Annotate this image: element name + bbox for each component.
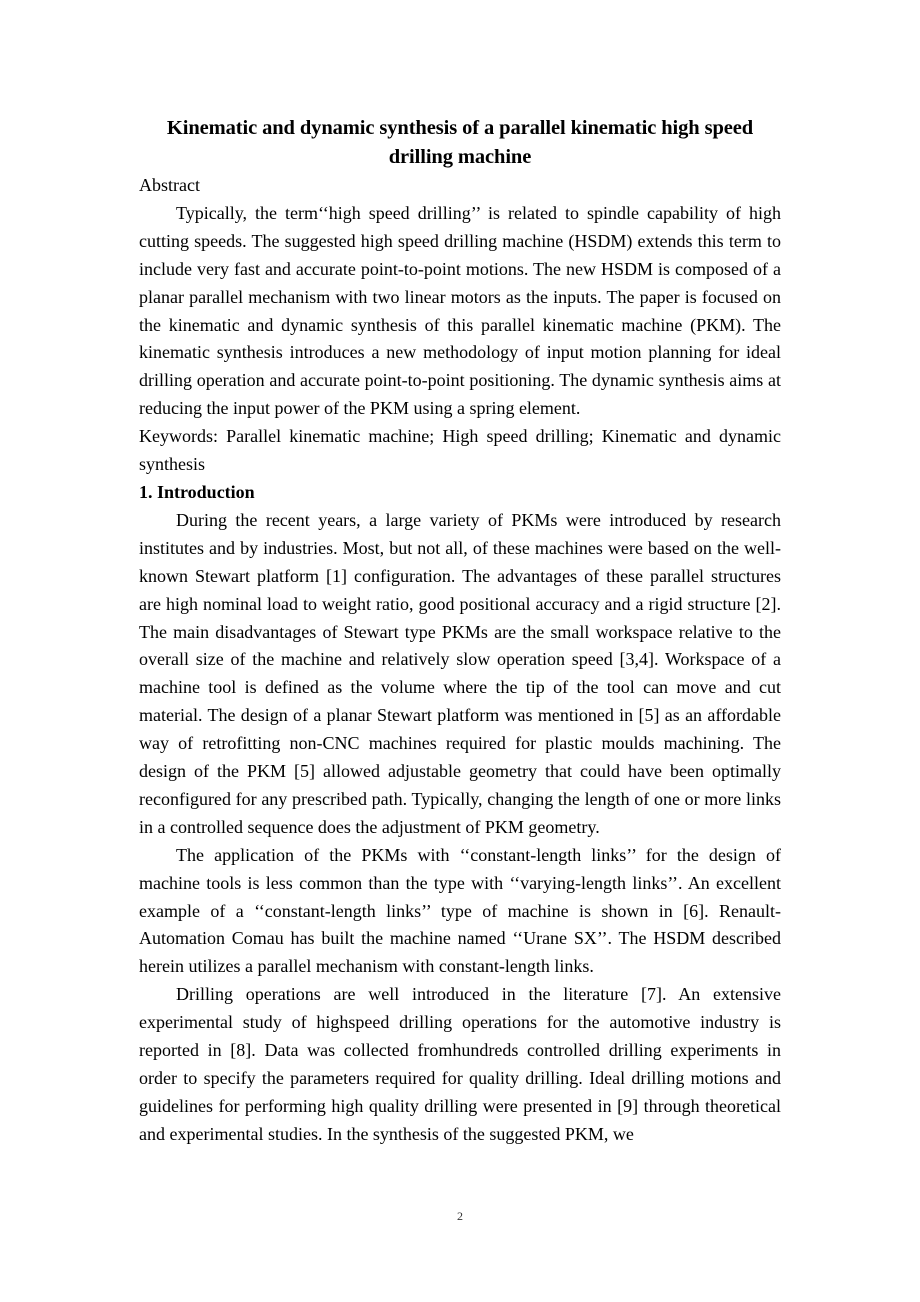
abstract-label: Abstract [139, 175, 200, 195]
document-body [139, 114, 781, 1149]
abstract-text: Typically, the term‘‘high speed drilling’’ is related to spindle capability of high cutting speeds. The suggested high speed drilling machine (HSDM) extends this term to include very fast and accurate point-to-point motions. The new HSDM is composed of a planar parallel mechanism with two linear motors as the inputs. The paper is focused on the kinematic and dynamic synthesis of this parallel kinematic machine (PKM). The kinematic synthesis introduces a new methodology of input motion planning for ideal drilling operation and accurate point-to-point positioning. The dynamic synthesis aims at reducing the input power of the PKM using a spring element. [139, 202, 781, 419]
keywords: Keywords: Parallel kinematic machine; High speed drilling; Kinematic and dynamic synthesis [139, 426, 781, 475]
paper-title: Kinematic and dynamic synthesis of a parallel kinematic high speed drilling machine [166, 117, 754, 168]
intro-paragraph-2: The application of the PKMs with ‘‘constant-length links’’ for the design of machine tools is less common than the type with ‘‘varying-length links’’. An excellent example of a ‘‘constant-length links’’ type of machine is shown in [6]. Renault-Automation Comau has built the machine named ‘‘Urane SX’’. The HSDM described herein utilizes a parallel mechanism with constant-length links. [139, 844, 781, 977]
page-number: 2 [457, 1209, 463, 1223]
section-heading-introduction: 1. Introduction [139, 481, 255, 502]
intro-paragraph-1: During the recent years, a large variety of PKMs were introduced by research institutes and by industries. Most, but not all, of these machines were based on the well-known Stewart platform [1] configuration. The advantages of these parallel structures are high nominal load to weight ratio, good positional accuracy and a rigid structure [2]. The main disadvantages of Stewart type PKMs are the small workspace relative to the overall size of the machine and relatively slow operation speed [3,4]. Workspace of a machine tool is defined as the volume where the tip of the tool can move and cut material. The design of a planar Stewart platform was mentioned in [5] as an affordable way of retrofitting non-CNC machines required for plastic moulds machining. The design of the PKM [5] allowed adjustable geometry that could have been optimally reconfigured for any prescribed path. Typically, changing the length of one or more links in a controlled sequence does the adjustment of PKM geometry. [139, 509, 781, 837]
intro-paragraph-3: Drilling operations are well introduced in the literature [7]. An extensive experimental study of highspeed drilling operations for the automotive industry is reported in [8]. Data was collected fromhundreds controlled drilling experiments in order to specify the parameters required for quality drilling. Ideal drilling motions and guidelines for performing high quality drilling were presented in [9] through theoretical and experimental studies. In the synthesis of the suggested PKM, we [139, 984, 781, 1144]
